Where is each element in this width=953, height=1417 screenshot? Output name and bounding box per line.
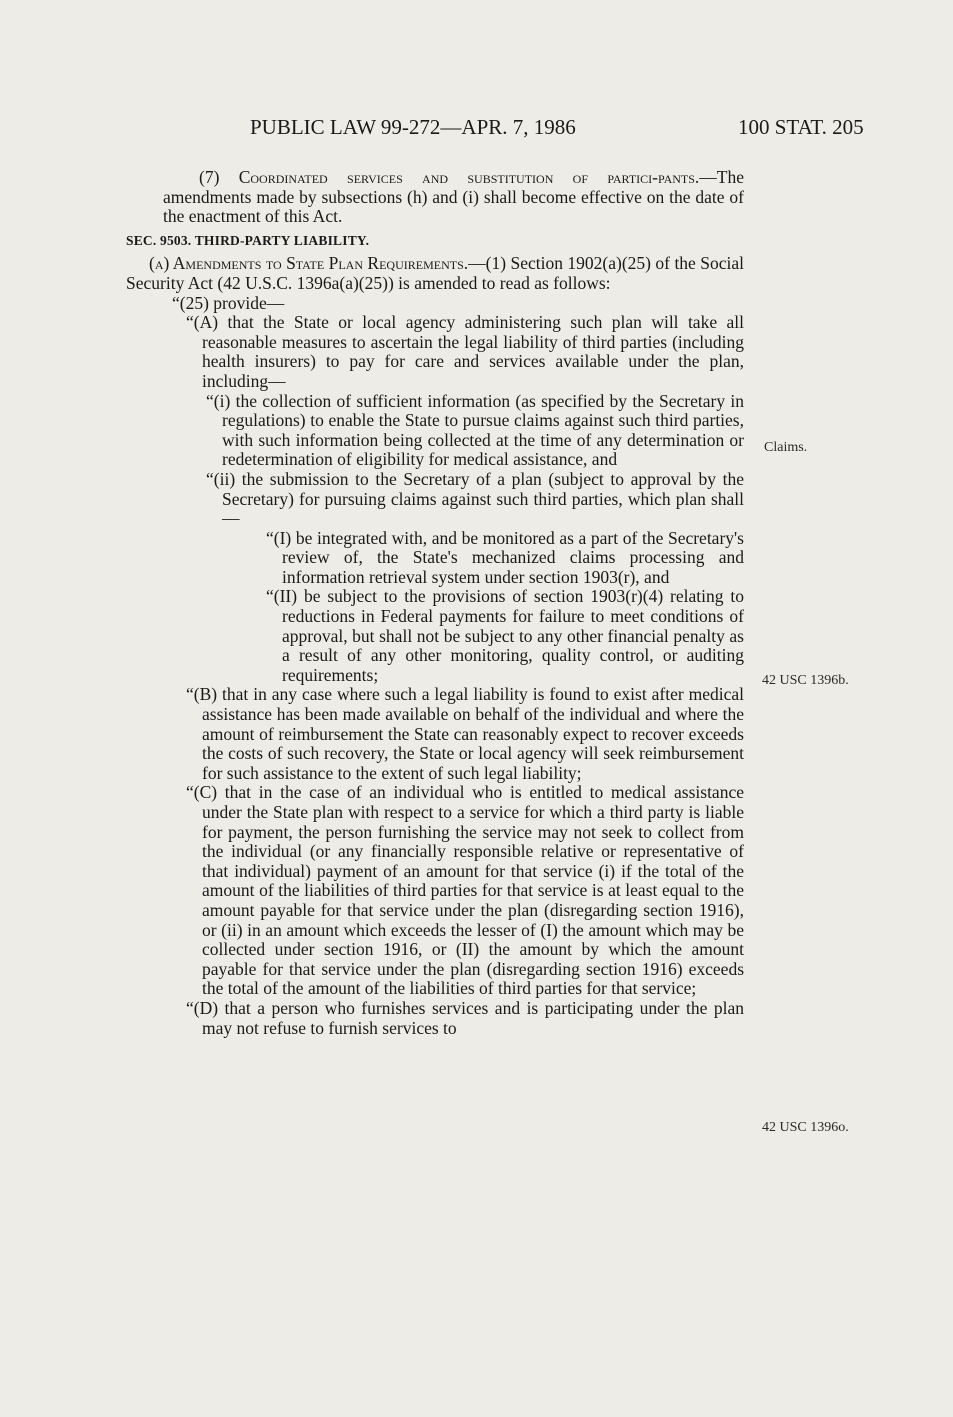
clause-i: “(i) the collection of sufficient information (as specified by the Secretary in regulations) to enable the State to pursue claims against such third parties, with such information being collected at the time of any determination or redetermination of eligibility for medical assistance, and (206, 390, 744, 470)
section-heading: SEC. 9503. THIRD-PARTY LIABILITY. (126, 232, 370, 248)
subsection-a-heading: (a) Amendments to State Plan Requirements. (149, 253, 469, 274)
subsection-a-text: —(1) Section 1902(a)(25) of the Social Security Act (42 U.S.C. 1396a(a)(25)) is amended to read as follows: (126, 253, 744, 293)
margin-note-usc-1396o: 42 USC 1396o. (762, 1120, 849, 1135)
clause-D: “(D) that a person who furnishes services and is participating under the plan may not refuse to furnish services to (186, 997, 744, 1038)
margin-note-claims: Claims. (764, 440, 808, 455)
margin-note-usc-1396b: 42 USC 1396b. (762, 673, 849, 688)
subclause-II: “(II) be subject to the provisions of section 1903(r)(4) relating to reductions in Federal payments for failure to meet conditions of approval, but shall not be subject to any other financial penalty as a result of any other monitoring, quality control, or auditing requirements; (266, 586, 744, 685)
clause-ii: “(ii) the submission to the Secretary of a plan (subject to approval by the Secretary) for pursuing claims against such third parties, which plan shall— (206, 468, 744, 529)
body-text (126, 168, 744, 1038)
clause-C: “(C) that in the case of an individual who is entitled to medical assistance under the State plan with respect to a service for which a third party is liable for payment, the person furnishing the service may not seek to collect from the individual (or any financially responsible relative or representative of that individual) payment of an amount for that service (i) if the total of the amount of the liabilities of third parties for that service is at least equal to the amount payable for that service under the plan (disregarding section 1916), or (ii) in an amount which exceeds the lesser of (I) the amount which may be collected under section 1916, or (II) the amount by which the amount payable for that service under the plan (disregarding section 1916) exceeds the total of the amount of the liabilities of third parties for that service; (186, 782, 744, 999)
page-title: PUBLIC LAW 99-272—APR. 7, 1986 (250, 115, 576, 139)
paragraph-7-heading: (7) Coordinated services and substitution of partici-pants. (199, 167, 700, 187)
clause-A: “(A) that the State or local agency administering such plan will take all reasonable measures to ascertain the legal liability of third parties (including health insurers) to pay for care and services available under the plan, including— (186, 312, 744, 391)
paragraph-7-text: —The amendments made by subsections (h) and (i) shall become effective on the date of the enactment of this Act. (163, 167, 744, 227)
page-header (0, 115, 953, 145)
subsection-a (126, 254, 744, 293)
paragraph-25: “(25) provide— (172, 292, 285, 313)
statute-page-number: 100 STAT. 205 (738, 115, 864, 139)
subclause-I: “(I) be integrated with, and be monitored as a part of the Secretary's review of, the State's mechanized claims processing and information retrieval system under section 1903(r), and (266, 527, 744, 587)
paragraph-7 (126, 168, 744, 227)
clause-B: “(B) that in any case where such a legal liability is found to exist after medical assistance has been made available on behalf of the individual and where the amount of reimbursement the State can reasonably expect to recover exceeds the costs of such recovery, the State or local agency will seek reimbursement for such assistance to the extent of such legal liability; (186, 684, 744, 783)
